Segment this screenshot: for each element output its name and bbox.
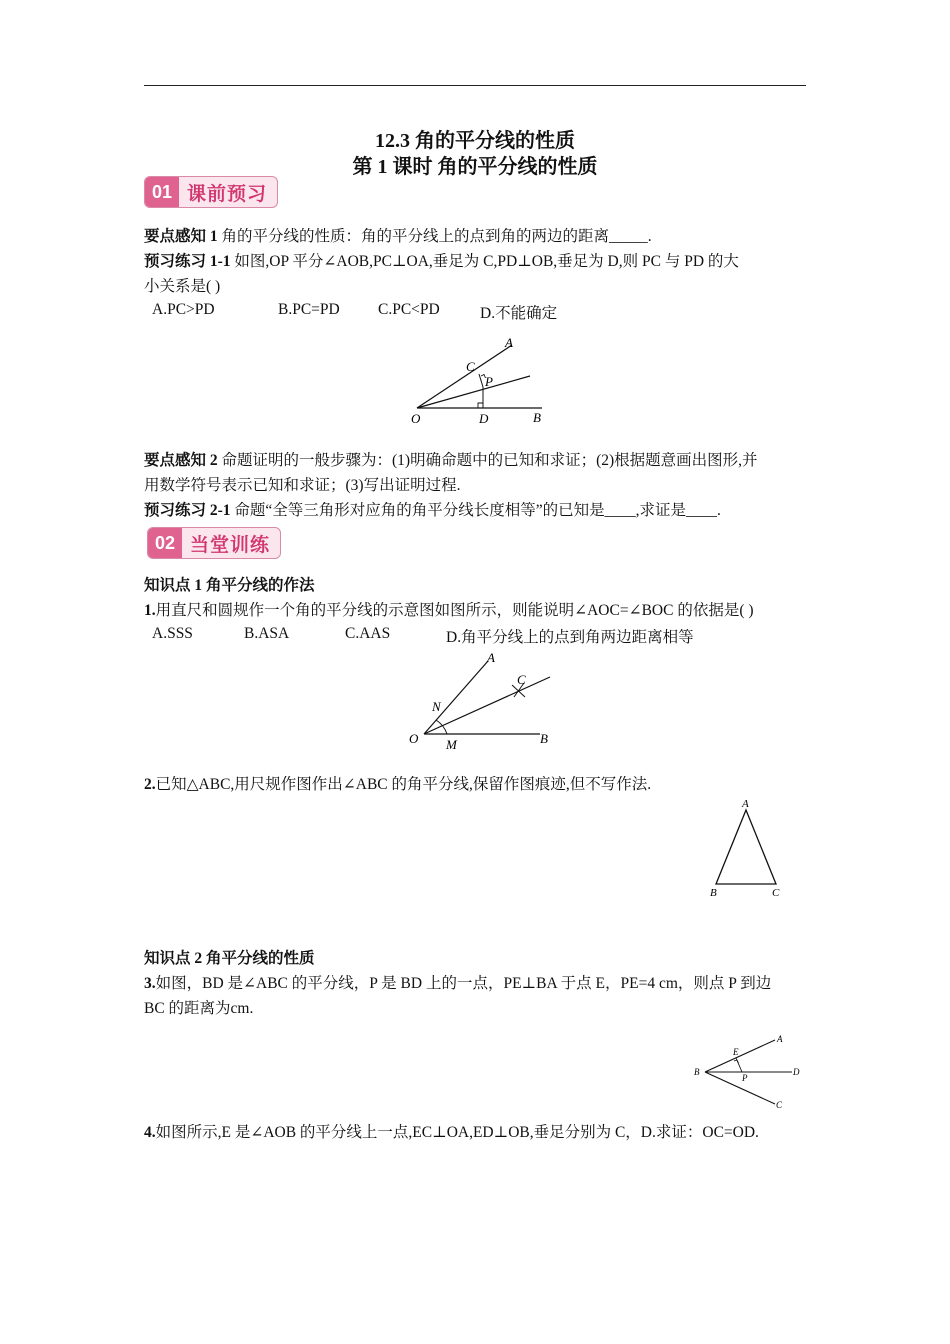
exercise-text-continued: 小关系是( ) <box>144 278 221 295</box>
key-point-label: 要点感知 1 <box>144 228 218 245</box>
preview-exercise-2-1 <box>144 500 721 522</box>
question-3-continued: BC 的距离为cm. <box>144 1000 254 1017</box>
preview-exercise-1-1 <box>144 251 739 273</box>
page-title: 12.3 角的平分线的性质 <box>375 130 575 152</box>
key-point-text: 命题证明的一般步骤为：(1)明确命题中的已知和求证；(2)根据题意画出图形,并 <box>217 452 758 469</box>
section-badge-practice <box>147 527 281 559</box>
q1-option-b: B.ASA <box>244 625 290 642</box>
question-number: 2. <box>144 776 156 793</box>
top-rule <box>144 85 806 86</box>
question-4 <box>144 1122 759 1144</box>
key-point-label: 要点感知 2 <box>144 452 218 469</box>
question-text: 如图所示,E 是∠AOB 的平分线上一点,EC⊥OA,ED⊥OB,垂足分别为 C，D.求证：OC=OD. <box>155 1124 759 1141</box>
label-c: C <box>772 887 780 899</box>
angle-bisector-figure-1 <box>400 330 560 430</box>
label-d: D <box>793 1067 800 1077</box>
section-badge-preview <box>144 176 278 208</box>
label-b: B <box>540 731 548 746</box>
knowledge-point-2: 知识点 2 角平分线的性质 <box>144 950 315 967</box>
exercise-text: 命题“全等三角形对应角的角平分线长度相等”的已知是____,求证是____. <box>230 502 721 519</box>
label-c: C <box>466 359 475 374</box>
label-b: B <box>533 410 541 425</box>
label-a: A <box>505 335 513 350</box>
question-text: 已知△ABC,用尺规作图作出∠ABC 的角平分线,保留作图痕迹,但不写作法. <box>155 776 652 793</box>
question-text: 用直尺和圆规作一个角的平分线的示意图如图所示，则能说明∠AOC=∠BOC 的依据是( ) <box>155 602 754 619</box>
label-o: O <box>409 731 419 746</box>
question-3 <box>144 973 771 995</box>
question-text: 如图，BD 是∠ABC 的平分线，P 是 BD 上的一点，PE⊥BA 于点 E，PE=4 cm，则点 P 到边 <box>155 975 772 992</box>
label-a: A <box>487 650 495 665</box>
section-number: 02 <box>148 528 182 558</box>
option-a: A.PC>PD <box>152 301 215 318</box>
q1-option-a: A.SSS <box>152 625 193 642</box>
label-e: E <box>733 1047 739 1057</box>
question-1 <box>144 600 754 622</box>
label-b: B <box>694 1067 700 1077</box>
question-number: 1. <box>144 602 156 619</box>
question-2 <box>144 774 651 796</box>
key-point-2-continued: 用数学符号表示已知和求证；(3)写出证明过程. <box>144 477 461 494</box>
compass-construction-figure <box>400 645 560 755</box>
q1-option-d: D.角平分线上的点到角两边距离相等 <box>446 629 694 646</box>
label-o: O <box>411 411 421 426</box>
label-n: N <box>432 699 441 714</box>
section-label: 课前预习 <box>187 183 268 205</box>
exercise-text: 如图,OP 平分∠AOB,PC⊥OA,垂足为 C,PD⊥OB,垂足为 D,则 PC 与 PD 的大 <box>230 253 739 270</box>
question-number: 4. <box>144 1124 156 1141</box>
label-p: P <box>742 1073 748 1083</box>
option-c: C.PC<PD <box>378 301 440 318</box>
bisector-figure-3 <box>690 1030 810 1115</box>
option-d: D.不能确定 <box>480 305 558 322</box>
label-a: A <box>777 1034 783 1044</box>
option-b: B.PC=PD <box>278 301 340 318</box>
q1-option-c: C.AAS <box>345 625 391 642</box>
label-c: C <box>776 1100 783 1110</box>
page-subtitle: 第 1 课时 角的平分线的性质 <box>352 156 598 178</box>
knowledge-point-1: 知识点 1 角平分线的作法 <box>144 577 315 594</box>
label-p: P <box>485 374 493 389</box>
label-d: D <box>479 411 489 426</box>
section-number: 01 <box>145 177 179 207</box>
triangle-figure <box>700 795 800 905</box>
key-point-text: 角的平分线的性质：角的平分线上的点到角的两边的距离_____. <box>217 228 652 245</box>
key-point-1 <box>144 226 652 248</box>
label-a: A <box>742 798 749 810</box>
label-m: M <box>446 737 457 752</box>
label-c: C <box>517 672 526 687</box>
label-b: B <box>710 887 717 899</box>
question-number: 3. <box>144 975 156 992</box>
section-label: 当堂训练 <box>190 534 271 556</box>
key-point-2 <box>144 450 758 472</box>
exercise-label: 预习练习 2-1 <box>144 502 231 519</box>
exercise-label: 预习练习 1-1 <box>144 253 231 270</box>
